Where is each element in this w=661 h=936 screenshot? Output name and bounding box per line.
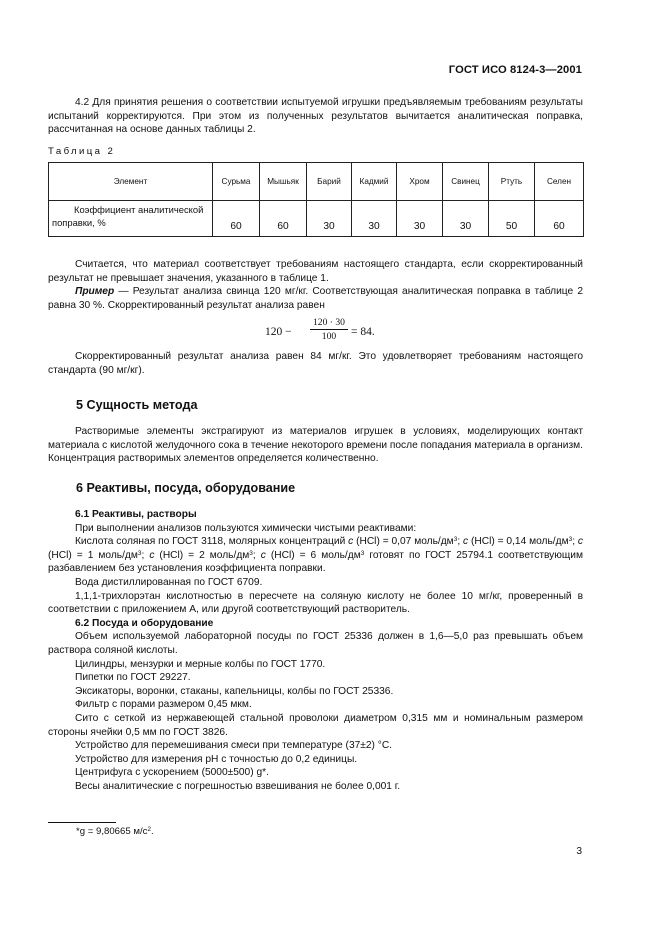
corrected-result-paragraph (48, 350, 583, 377)
formula-lhs: 120 − (265, 326, 292, 338)
section-6-title: 6 Реактивы, посуда, оборудование (76, 481, 296, 495)
table-cell: 60 (535, 201, 584, 237)
section-5-title: 5 Сущность метода (76, 398, 198, 412)
table-cell: 50 (489, 201, 535, 237)
equipment-item: Центрифуга с ускорением (5000±500) g*. (75, 767, 269, 779)
compliance-paragraph (48, 258, 583, 312)
table-header-cell: Мышьяк (260, 163, 307, 201)
table-cell: 60 (260, 201, 307, 237)
section-6-body (48, 508, 583, 793)
footnote: *g = 9,80665 $м/с^2$. (76, 826, 154, 837)
equipment-item: Весы аналитические с погрешностью взвешивания не более 0,001 г. (75, 780, 401, 792)
example-paragraph (48, 285, 583, 312)
table-header-cell: Кадмий (352, 163, 397, 201)
table-header-row (49, 163, 584, 201)
formula-denominator: 100 (321, 331, 337, 342)
section-5-body (48, 425, 583, 466)
table-row-label: Коэффициент аналитической поправки, % (49, 201, 213, 237)
section-6-1-intro: При выполнении анализов пользуются химически чистыми реактивами: (75, 522, 417, 534)
compliance-text: Считается, что материал соответствует требованиям настоящего стандарта, если скорректированный результат не превышает значения, указанного в таблице 1. (48, 259, 583, 284)
table-header-cell: Ртуть (489, 163, 535, 201)
section-6-1-title: 6.1 Реактивы, растворы (75, 509, 197, 520)
formula-rhs: = 84. (351, 326, 375, 338)
table-caption: Таблица 2 (48, 146, 116, 157)
equipment-item: Пипетки по ГОСТ 29227. (75, 672, 191, 684)
equipment-item: Фильтр с порами размером 0,45 мкм. (75, 699, 252, 711)
equipment-item: Сито с сеткой из нержавеющей стальной проволоки диаметром 0,315 мм и номинальным размером стороны ячейки 0,5 мм по ГОСТ 3826. (48, 712, 583, 738)
distilled-water-item: Вода дистиллированная по ГОСТ 6709. (75, 576, 263, 588)
formula-fraction (310, 317, 348, 342)
footnote-divider (48, 822, 116, 823)
correction-formula (265, 317, 385, 346)
table-header-cell: Сурьма (213, 163, 260, 201)
table-header-cell: Элемент (49, 163, 213, 201)
table-header-cell: Селен (535, 163, 584, 201)
table-cell: 60 (213, 201, 260, 237)
equipment-item: Объем используемой лабораторной посуды по ГОСТ 25336 должен в 1,6—5,0 раз превышать объем раствора соляной кислоты. (48, 631, 583, 656)
table-header-cell: Свинец (443, 163, 489, 201)
example-label: Пример (75, 286, 115, 298)
equipment-item: Устройство для перемешивания смеси при температуре (37±2) °С. (75, 740, 393, 752)
corrected-result-text: Скорректированный результат анализа равен 84 мг/кг. Это удовлетворяет требованиям настоящего стандарта (90 мг/кг). (48, 351, 583, 376)
table-cell: 30 (397, 201, 443, 237)
correction-table (48, 162, 584, 237)
table-row (49, 201, 584, 237)
table-header-cell: Хром (397, 163, 443, 201)
page-number: 3 (576, 846, 582, 857)
example-text: — Результат анализа свинца 120 мг/кг. Соответствующая аналитическая поправка в таблице 2 равна 30 %. Скорректированный результат анализа равен (48, 286, 583, 311)
table-header-cell: Барий (307, 163, 352, 201)
document-header: ГОСТ ИСО 8124-3—2001 (448, 64, 582, 76)
equipment-item: Цилиндры, мензурки и мерные колбы по ГОСТ 1770. (75, 658, 326, 670)
formula-numerator: 120 · 30 (310, 317, 348, 330)
table-cell: 30 (443, 201, 489, 237)
clause-4-2 (48, 96, 583, 137)
section-5-text: Растворимые элементы экстрагируют из материалов игрушек в условиях, моделирующих контакт материала с кислотой желудочного сока в течение некоторого времени после попадания материала в организм. Концентрация растворимых элементов определяется количественно. (48, 426, 583, 465)
table-cell: 30 (307, 201, 352, 237)
section-6-2-title: 6.2 Посуда и оборудование (75, 617, 214, 629)
equipment-item: Эксикаторы, воронки, стаканы, капельницы, колбы по ГОСТ 25336. (75, 685, 394, 697)
hydrochloric-acid-item: Кислота соляная по ГОСТ 3118, молярных концентраций c (HCl) = 0,07 моль/$дм^3$; c (HCl) = 0,14 моль/$дм^3$; c (HCl) = 1 моль/$дм^3$; c (HCl) = 2 моль/$дм^3$; c (HCl) = 6 моль/$дм^3$ готовят по ГОСТ 25794.1 соответствующим разбавлением без установления коэффициента поправки. (48, 536, 583, 575)
clause-4-2-text: 4.2 Для принятия решения о соответствии испытуемой игрушки предъявляемым требованиям результаты испытаний корректируются. При этом из полученных результатов вычитается аналитическая поправка, рассчитанная на основе данных таблицы 2. (48, 97, 583, 136)
trichloroethane-item: 1,1,1-трихлорэтан кислотностью в пересчете на соляную кислоту не более 10 мг/кг, проверенный в соответствии с приложением А, или другой соответствующий растворитель. (48, 590, 583, 616)
equipment-item: Устройство для измерения рН с точностью до 0,2 единицы. (75, 753, 358, 765)
table-cell: 30 (352, 201, 397, 237)
